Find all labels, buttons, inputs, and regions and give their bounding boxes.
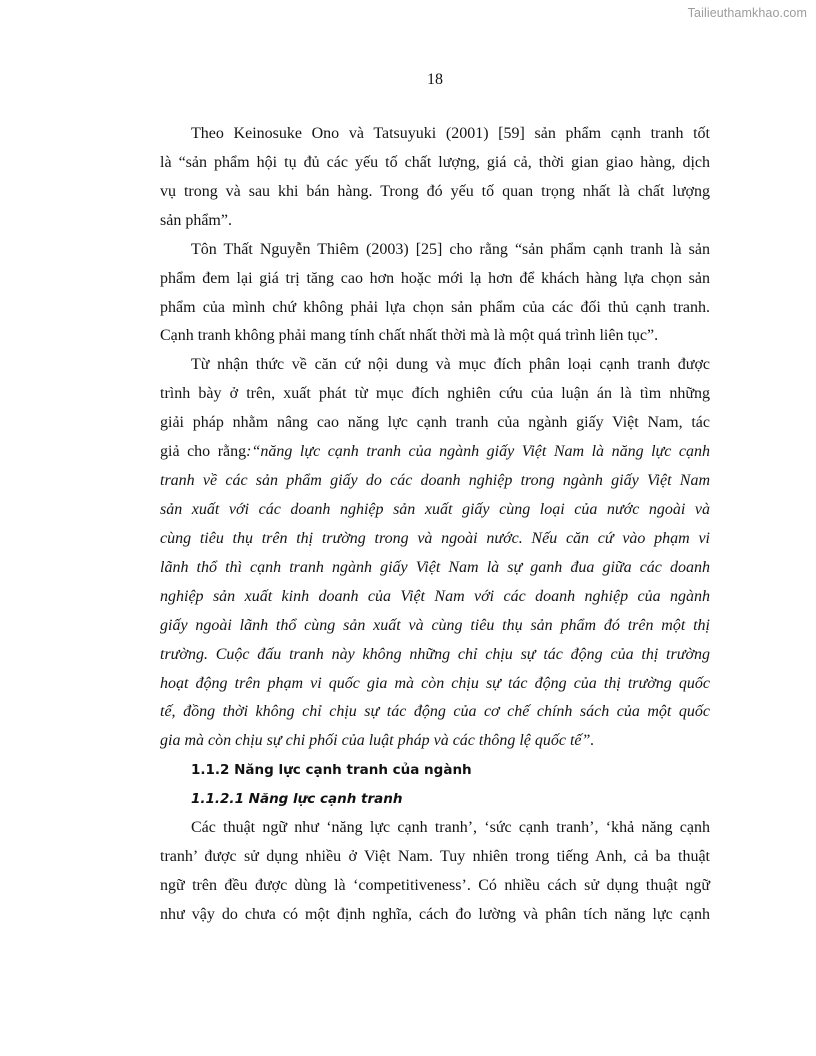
quote-start: :“năng lực cạnh tranh của ngành giấy Việt Nam là năng lực cạnh bbox=[246, 443, 711, 461]
paragraph-line: là “sản phẩm hội tụ đủ các yếu tố chất lượng, giá cả, thời gian giao hàng, dịch bbox=[160, 153, 710, 171]
paragraph-line: Từ nhận thức về căn cứ nội dung và mục đích phân loại cạnh tranh được bbox=[191, 356, 710, 374]
paragraph-line: Tôn Thất Nguyễn Thiêm (2003) [25] cho rằng “sản phẩm cạnh tranh là sản bbox=[191, 240, 710, 258]
paragraph-3 bbox=[160, 351, 710, 756]
quote-line: lãnh thổ thì cạnh tranh ngành giấy Việt Nam là sự ganh đua giữa các doanh bbox=[160, 558, 710, 576]
paragraph-1 bbox=[160, 120, 710, 236]
paragraph-line: vụ trong và sau khi bán hàng. Trong đó yếu tố quan trọng nhất là chất lượng bbox=[160, 182, 710, 200]
quote-line: tranh về các sản phẩm giấy do các doanh nghiệp trong ngành giấy Việt Nam bbox=[160, 472, 710, 490]
quote-line: nghiệp sản xuất kinh doanh của Việt Nam với các doanh nghiệp của ngành bbox=[160, 587, 710, 605]
page-number: 18 bbox=[427, 71, 443, 88]
body-text bbox=[160, 120, 710, 930]
paragraph-line: tranh’ được sử dụng nhiều ở Việt Nam. Tuy nhiên trong tiếng Anh, cả ba thuật bbox=[160, 848, 710, 866]
quote-line: tế, đồng thời không chỉ chịu sự tác động của cơ chế chính sách của một quốc bbox=[160, 703, 710, 721]
paragraph-line: Cạnh tranh không phải mang tính chất nhất thời mà là một quá trình liên tục”. bbox=[160, 327, 659, 345]
paragraph-line: phẩm đem lại giá trị tăng cao hơn hoặc mới lạ hơn để khách hàng lựa chọn sản bbox=[160, 269, 710, 287]
quote-line: trường. Cuộc đấu tranh này không những chỉ chịu sự tác động của thị trường bbox=[160, 645, 710, 663]
section-heading: 1.1.2 Năng lực cạnh tranh của ngành bbox=[191, 762, 472, 779]
paragraph-line: như vậy do chưa có một định nghĩa, cách đo lường và phân tích năng lực cạnh bbox=[160, 905, 710, 923]
quote-line: hoạt động trên phạm vi quốc gia mà còn chịu sự tác động của thị trường quốc bbox=[160, 674, 710, 692]
paragraph-line-mixed bbox=[160, 438, 710, 467]
line-normal-part: giả cho rằng bbox=[160, 443, 247, 461]
paragraph-line: ngữ trên đều được dùng là ‘competitiveness’. Có nhiều cách sử dụng thuật ngữ bbox=[160, 876, 710, 894]
paragraph-line: phẩm của mình chứ không phải lựa chọn sản phẩm của các đối thủ cạnh tranh. bbox=[160, 298, 710, 316]
paragraph-line: giải pháp nhằm nâng cao năng lực cạnh tranh của ngành giấy Việt Nam, tác bbox=[160, 414, 710, 432]
paragraph-line: sản phẩm”. bbox=[160, 211, 232, 229]
paragraph-line: Theo Keinosuke Ono và Tatsuyuki (2001) [59] sản phẩm cạnh tranh tốt bbox=[191, 125, 710, 142]
quote-line: cùng tiêu thụ trên thị trường trong và ngoài nước. Nếu căn cứ vào phạm vi bbox=[160, 529, 710, 547]
quote-line: giấy ngoài lãnh thổ cùng sản xuất và cùng tiêu thụ sản phẩm đó trên một thị bbox=[160, 616, 710, 634]
watermark: Tailieuthamkhao.com bbox=[687, 6, 807, 20]
subsection-heading: 1.1.2.1 Năng lực cạnh tranh bbox=[191, 791, 403, 808]
paragraph-line: Các thuật ngữ như ‘năng lực cạnh tranh’, ‘sức cạnh tranh’, ‘khả năng cạnh bbox=[191, 819, 710, 837]
paragraph-2 bbox=[160, 236, 710, 352]
quote-line: gia mà còn chịu sự chi phối của luật pháp và các thông lệ quốc tế”. bbox=[160, 732, 595, 750]
paragraph-line: trình bày ở trên, xuất phát từ mục đích nghiên cứu của luận án là tìm những bbox=[160, 385, 710, 403]
paragraph-4 bbox=[160, 814, 710, 930]
quote-line: sản xuất với các doanh nghiệp sản xuất giấy cùng loại của nước ngoài và bbox=[160, 500, 710, 518]
